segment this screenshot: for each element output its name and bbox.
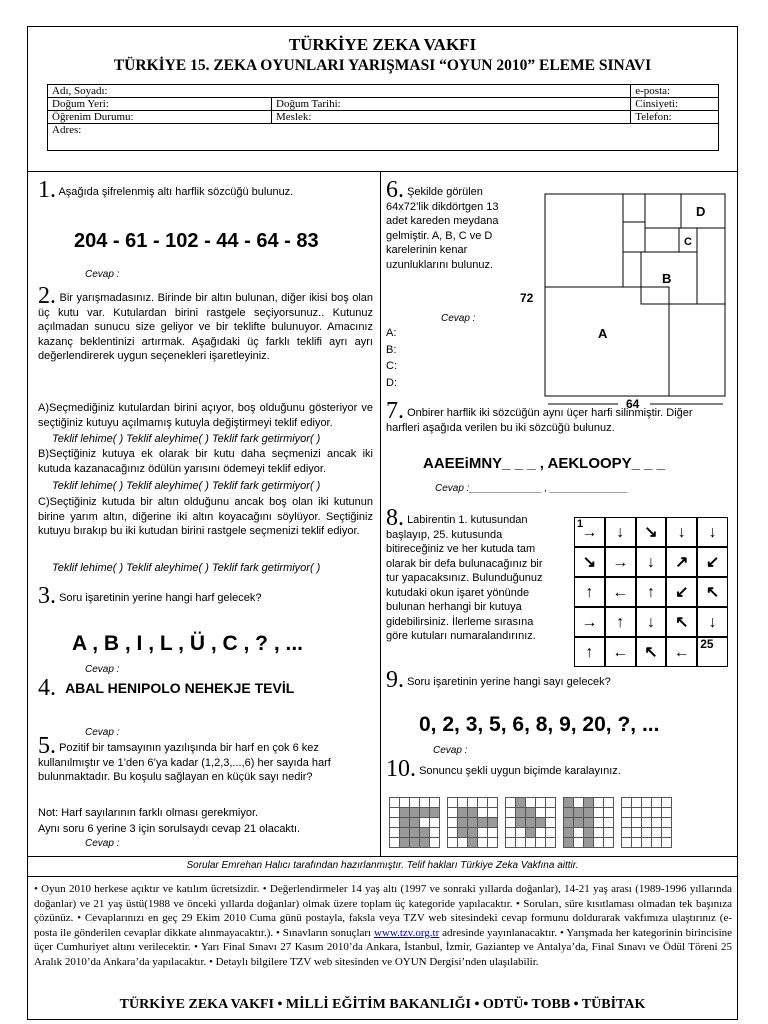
maze-arrow-icon: ↖ <box>675 614 689 631</box>
q2-option-b: B)Seçtiğiniz kutuya ek olarak bir kutu daha seçmenizi ancak iki kutuda kazanacağınız ödülün yarısını ödemeyi teklif ediyor. <box>38 448 373 475</box>
maze-cell <box>605 637 636 667</box>
q7-answer[interactable]: Cevap :_____________ , ______________ <box>435 483 628 494</box>
question-5: 5. Pozitif bir tamsayının yazılışında bir harf en çok 6 kez kullanılmıştır ve 1’den 6’ya kadar (1,2,3,...,6) her sayıda harf bulunmaktadır. Bu koşulu sağlayan en küçük sayı nedir? <box>38 733 331 783</box>
q3-answer[interactable]: Cevap : <box>85 664 120 675</box>
maze-cell <box>636 607 667 637</box>
birthdate-field[interactable]: Doğum Tarihi: <box>272 98 631 111</box>
q5-extra: Aynı soru 6 yerine 3 için sorulsaydı cevap 21 olacaktı. <box>38 823 301 835</box>
q1-answer[interactable]: Cevap : <box>85 269 120 280</box>
exam-sheet <box>27 26 738 1020</box>
pattern-grids <box>389 797 729 849</box>
job-field[interactable]: Meslek: <box>272 111 631 124</box>
birthplace-field[interactable]: Doğum Yeri: <box>48 98 272 111</box>
label-width: 64 <box>626 397 640 410</box>
question-7: 7. Onbirer harflik iki sözcüğün aynı üçer harfi silinmiştir. Diğer harfleri aşağıda verilen bu iki sözcüğü bulunuz. <box>386 398 693 434</box>
label-a: A <box>598 326 608 341</box>
divider <box>28 856 737 857</box>
outer-rectangle <box>545 194 725 396</box>
maze-cell <box>605 577 636 607</box>
maze-arrow-icon: ↓ <box>677 524 686 541</box>
question-8-text: Labirentin 1. kutusundan başlayıp, 25. kutusunda bitireceğiniz ve her kutuda tam olarak bir defa bulunacağınız bir tur yapacaksınız. Bulunduğunuz kutudaki okun işaret yönünde bulunan herhangi bir kutuya gidebilirsiniz. İlerleme sırasına göre kutuları numaralandırınız. <box>386 514 543 642</box>
pattern-grid <box>563 797 614 848</box>
maze-cell <box>666 577 697 607</box>
q2-option-a: A)Seçmediğiniz kutulardan birini açıyor, boş olduğunu gösteriyor ve seçtiğiniz kutuyu açılmamış kutuyla değiştirmeyi teklif ediyor. <box>38 402 373 429</box>
maze-arrow-icon: → <box>612 554 629 571</box>
maze-arrow-icon: → <box>581 524 598 541</box>
maze-arrow-icon: ← <box>612 644 629 661</box>
pattern-grid-blank[interactable] <box>621 797 672 848</box>
grid-cell <box>487 837 498 848</box>
maze-cell <box>574 637 605 667</box>
grid-cell <box>429 837 440 848</box>
q6-answer[interactable]: Cevap : <box>441 313 476 324</box>
q7-words: AAEEiMNY_ _ _ , AEKLOOPY_ _ _ <box>423 455 666 472</box>
name-field[interactable]: Adı, Soyadı: <box>48 85 631 98</box>
maze-cell <box>666 517 697 547</box>
square-left-top <box>545 194 623 287</box>
tzv-link[interactable]: www.tzv.org.tr <box>374 926 440 939</box>
grid-cell <box>603 837 614 848</box>
question-3-text: Soru işaretinin yerine hangi harf gelecek? <box>59 592 262 604</box>
q6-a[interactable]: A: <box>386 327 397 339</box>
maze-arrow-icon: ← <box>612 584 629 601</box>
maze-arrow-icon: ↑ <box>585 644 594 661</box>
maze-arrow-icon: ↖ <box>705 584 720 601</box>
q2-b-choices[interactable]: Teklif lehime( ) Teklif aleyhime( ) Teklif fark getirmiyor( ) <box>52 480 321 492</box>
question-10: 10. Sonuncu şekli uygun biçimde karalayınız. <box>386 756 621 782</box>
maze-arrow-icon: ↑ <box>616 614 625 631</box>
maze-arrow-icon: → <box>581 614 598 631</box>
pattern-grid <box>389 797 440 848</box>
maze-arrow-icon: ↗ <box>675 554 689 571</box>
sponsor-footer: TÜRKİYE ZEKA VAKFI • MİLLİ EĞİTİM BAKANLIĞI • ODTÜ• TOBB • TÜBİTAK <box>119 997 646 1012</box>
q3-sequence: A , B , I , L , Ü , C , ? , ... <box>72 632 304 655</box>
divider <box>28 171 737 172</box>
question-2-intro: Bir yarışmadasınız. Birinde bir altın bulunan, diğer ikisi boş olan üç kutu var. Kutulardan birini rastgele seçiyorsunuz.. Kutunuz açılmadan sunucu size geliyor ve bir teklifte bulunuyor. Amacınız kazanç beklentinizi artırmak. Aşağıdaki üç farklı teklifi ayrı ayrı değerlendirerek uygun seçenekleri işaretleyiniz. <box>38 292 373 362</box>
email-field[interactable]: e-posta: <box>631 85 719 98</box>
org-title: TÜRKİYE ZEKA VAKFI <box>288 35 477 54</box>
gender-field[interactable]: Cinsiyeti: <box>631 98 719 111</box>
square-lower-right <box>669 304 725 396</box>
q6-d[interactable]: D: <box>386 377 397 389</box>
maze-cell <box>636 517 667 547</box>
maze-arrow-icon: ↘ <box>582 554 597 571</box>
maze-end-label: 25 <box>700 637 714 651</box>
square-small-3 <box>623 222 645 252</box>
maze-arrow-icon: ↓ <box>708 614 717 631</box>
column-divider <box>380 172 381 856</box>
pattern-grid <box>447 797 498 848</box>
maze-cell <box>697 637 728 667</box>
square-small-5 <box>623 252 641 287</box>
maze-cell <box>697 577 728 607</box>
q1-code: 204 - 61 - 102 - 44 - 64 - 83 <box>74 230 319 252</box>
question-7-text: Onbirer harflik iki sözcüğün aynı üçer harfi silinmiştir. Diğer harfleri aşağıda verilen bu iki sözcüğü bulunuz. <box>386 407 693 434</box>
maze-cell <box>666 607 697 637</box>
question-9-text: Soru işaretinin yerine hangi sayı gelecek? <box>407 676 611 688</box>
education-field[interactable]: Öğrenim Durumu: <box>48 111 272 124</box>
maze-arrow-icon: ↑ <box>585 584 594 601</box>
q6-b[interactable]: B: <box>386 344 397 356</box>
maze-cell <box>574 607 605 637</box>
question-6: 6. Şekilde görülen 64x72’lik dikdörtgen 13 adet kareden meydana gelmiştir. A, B, C ve D karelerinin kenar uzunluklarını bulunuz. <box>386 177 499 271</box>
square-right-mid <box>697 228 725 304</box>
q5-note: Not: Harf sayılarının farklı olması gerekmiyor. <box>38 807 259 819</box>
q2-option-c: C)Seçtiğiniz kutuda bir altın olduğunu ancak boş olan iki kutunun birine yarım altın, diğerine iki altın koyacağını söylüyor. Seçtiğiniz kutuyu bırakıp bu iki kutudan birini rastgele seçmenizi teklif ediyor. <box>38 496 373 537</box>
maze-arrow-icon: ↙ <box>675 584 689 601</box>
square-small-1 <box>623 194 645 222</box>
maze-cell <box>605 547 636 577</box>
grid-cell <box>545 837 556 848</box>
maze-arrow-icon: ↓ <box>616 524 625 541</box>
maze-cell <box>574 577 605 607</box>
label-c: C <box>684 236 692 248</box>
address-field[interactable]: Adres: <box>48 124 719 151</box>
q5-answer[interactable]: Cevap : <box>85 838 120 849</box>
maze-cell <box>697 547 728 577</box>
square-a <box>545 287 669 396</box>
maze-cell <box>636 547 667 577</box>
phone-field[interactable]: Telefon: <box>631 111 719 124</box>
question-6-text: Şekilde görülen 64x72’lik dikdörtgen 13 adet kareden meydana gelmiştir. A, B, C ve D karelerinin kenar uzunluklarını bulunuz. <box>386 186 499 271</box>
maze-grid <box>574 517 728 667</box>
question-9: 9. Soru işaretinin yerine hangi sayı gelecek? <box>386 667 611 693</box>
credit-line: Sorular Emrehan Halıcı tarafından hazırlanmıştır. Telif hakları Türkiye Zeka Vakfına aittir. <box>186 860 579 871</box>
question-8: 8. Labirentin 1. kutusundan başlayıp, 25. kutusunda bitireceğiniz ve her kutuda tam olarak bir defa bulunacağınız bir tur yapacaksınız. Bulunduğunuz kutudaki okun işaret yönünde bulunan herhangi bir kutuya gidebilirsiniz. İlerleme sırasına göre kutuları numaralandırınız. <box>386 505 543 642</box>
label-b: B <box>662 271 672 286</box>
grid-cell <box>661 837 672 848</box>
maze-cell <box>636 637 667 667</box>
divider <box>28 876 737 877</box>
q2-a-choices[interactable]: Teklif lehime( ) Teklif aleyhime( ) Teklif fark getirmiyor( ) <box>52 433 321 445</box>
square-small-2 <box>645 194 681 228</box>
question-4: 4. ABAL HENIPOLO NEHEKJE TEVİL <box>38 675 295 701</box>
question-10-text: Sonuncu şekli uygun biçimde karalayınız. <box>419 765 621 777</box>
maze-cell <box>666 547 697 577</box>
q9-sequence: 0, 2, 3, 5, 6, 8, 9, 20, ?, ... <box>419 713 660 736</box>
question-2: 2. Bir yarışmadasınız. Birinde bir altın bulunan, diğer ikisi boş olan üç kutu var. Kutulardan birini rastgele seçiyorsunuz.. Kutunuz açılmadan sunucu size geliyor ve bir teklifte bulunuyor. Amacınız kazanç beklentinizi artırmak. Aşağıdaki üç farklı teklifi ayrı ayrı değerlendirerek uygun seçenekleri işaretleyiniz. <box>38 283 373 362</box>
maze-arrow-icon: ← <box>673 644 690 661</box>
maze-cell <box>574 517 605 547</box>
info-text: • Oyun 2010 herkese açıktır ve katılım ücretsizdir. • Değerlendirmeler 14 yaş altı (1997 ve sonraki yıllarda doğanlar), 14-21 yaş arası (1989-1996 yıllarında doğanlar) ve 21 yaş üstü(1988 ve önceki yıllarda doğanlar) olmak üzere toplam üç kategoride yapılacaktır. • Soruları, süre kısıtlaması olmadan tek başınıza çözünüz. • Cevaplarınızı en geç 29 Ekim 2010 Cuma günü postayla, faksla veya TZV web sitesindeki cevap formunu doldurarak vakfımıza ulaştırınız (e-posta ile gönderilen cevaplar dikkate alınmayacaktır.). • Sınavların sonuçları www.tzv.org.tr adresinde yayınlanacaktır. • Yarışmada her kategorinin birincisine üçer Cumhuriyet altını verilecektir. • Yarı Final Sınavı 27 Kasım 2010’da Ankara, İstanbul, İzmir, Gaziantep ve Antalya’da, Final Sınavı ve Ödül Töreni 25 Aralık 2010’da Ankara’da yapılacaktır. • Detaylı bilgilere TZV web sitesinden ve OYUN Dergisi’nden ulaşılabilir. <box>34 883 733 968</box>
maze-cell <box>666 637 697 667</box>
q4-answer[interactable]: Cevap : <box>85 727 120 738</box>
question-1: 1. Aşağıda şifrelenmiş altı harflik sözcüğü bulunuz. <box>38 177 294 203</box>
maze-cell <box>605 517 636 547</box>
maze-arrow-icon: ↓ <box>646 614 655 631</box>
question-5-text: Pozitif bir tamsayının yazılışında bir harf en çok 6 kez kullanılmıştır ve 1’den 6’ya kadar (1,2,3,...,6) her sayıda harf bulunmaktadır. Bu koşulu sağlayan en küçük sayı nedir? <box>38 742 331 783</box>
question-1-text: Aşağıda şifrelenmiş altı harflik sözcüğü bulunuz. <box>58 186 294 198</box>
pattern-grid <box>505 797 556 848</box>
label-d: D <box>696 204 706 219</box>
maze-arrow-icon: ↑ <box>646 584 655 601</box>
maze-cell <box>636 577 667 607</box>
q9-answer[interactable]: Cevap : <box>433 745 468 756</box>
maze-cell <box>574 547 605 577</box>
squares-figure <box>518 190 728 410</box>
label-height: 72 <box>520 291 534 305</box>
maze-arrow-icon: ↙ <box>705 554 720 571</box>
square-small-4 <box>645 228 679 252</box>
maze-cell <box>697 517 728 547</box>
maze-arrow-icon: ↓ <box>708 524 717 541</box>
maze-start-label: 1 <box>577 518 584 530</box>
participant-form <box>47 84 719 151</box>
exam-title: TÜRKİYE 15. ZEKA OYUNLARI YARIŞMASI “OYUN 2010” ELEME SINAVI <box>113 57 652 74</box>
question-4-text: ABAL HENIPOLO NEHEKJE TEVİL <box>65 680 295 696</box>
maze-arrow-icon: ↘ <box>644 524 658 541</box>
maze-cell <box>605 607 636 637</box>
q2-c-choices[interactable]: Teklif lehime( ) Teklif aleyhime( ) Teklif fark getirmiyor( ) <box>52 562 321 574</box>
maze-arrow-icon: ↓ <box>646 554 655 571</box>
maze-arrow-icon: ↖ <box>644 644 658 661</box>
question-3: 3. Soru işaretinin yerine hangi harf gelecek? <box>38 583 262 609</box>
q6-c[interactable]: C: <box>386 360 397 372</box>
